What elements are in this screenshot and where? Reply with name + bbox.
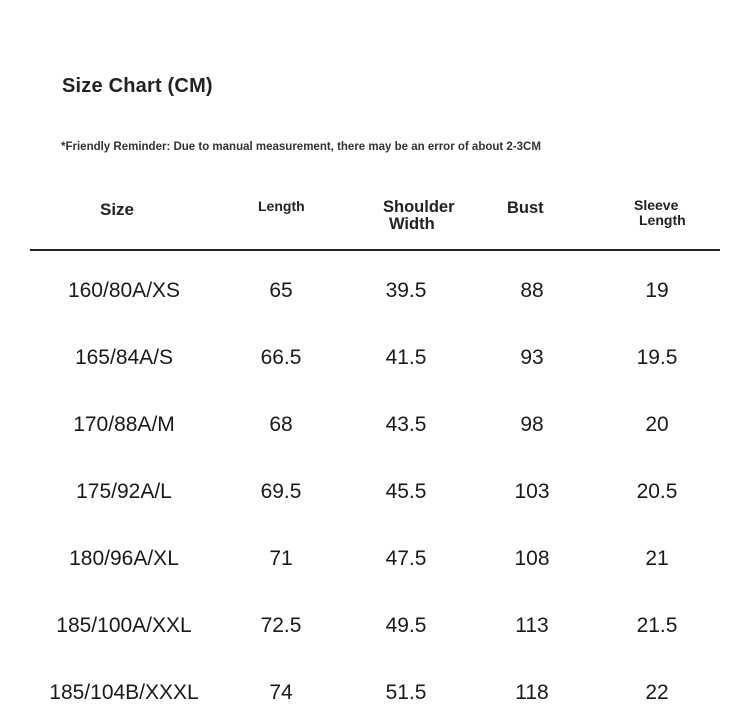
- cell-sleeve-length: 19: [645, 279, 669, 302]
- cell-length: 72.5: [260, 614, 302, 637]
- cell-bust: 113: [515, 614, 549, 637]
- cell-sleeve-length: 20.5: [636, 480, 678, 503]
- header-size: Size: [100, 200, 135, 219]
- cell-sleeve-length: 22: [645, 681, 669, 704]
- header-sleeve-line2: Length: [639, 212, 686, 228]
- cell-shoulder-width: 39.5: [385, 279, 427, 302]
- cell-shoulder-width: 41.5: [385, 346, 427, 369]
- cell-bust: 88: [520, 279, 544, 302]
- cell-bust: 93: [520, 346, 544, 369]
- cell-sleeve-length: 21.5: [636, 614, 678, 637]
- cell-size: 185/104B/XXXL: [49, 681, 199, 704]
- measurement-reminder: *Friendly Reminder: Due to manual measurement, there may be an error of about 2-3CM: [61, 141, 541, 153]
- cell-size: 175/92A/L: [76, 480, 172, 503]
- cell-shoulder-width: 47.5: [385, 547, 427, 570]
- cell-length: 71: [269, 547, 293, 570]
- cell-length: 74: [269, 681, 293, 704]
- cell-sleeve-length: 21: [645, 547, 669, 570]
- cell-bust: 98: [520, 413, 544, 436]
- table-row: [0, 458, 750, 525]
- table-row: [0, 257, 750, 324]
- cell-shoulder-width: 45.5: [385, 480, 427, 503]
- cell-size: 165/84A/S: [74, 346, 174, 369]
- cell-shoulder-width: 49.5: [385, 614, 427, 637]
- cell-bust: 103: [514, 480, 550, 503]
- cell-size: 160/80A/XS: [67, 279, 181, 302]
- table-row: [0, 659, 750, 726]
- header-length: Length: [258, 198, 305, 214]
- cell-size: 180/96A/XL: [69, 547, 179, 570]
- cell-sleeve-length: 20: [645, 413, 669, 436]
- table-row: [0, 324, 750, 391]
- cell-length: 69.5: [260, 480, 302, 503]
- header-shoulder-line2: Width: [389, 215, 435, 233]
- table-row: [0, 592, 750, 659]
- cell-shoulder-width: 43.5: [385, 413, 427, 436]
- header-divider: [30, 249, 720, 251]
- cell-shoulder-width: 51.5: [385, 681, 427, 704]
- header-bust: Bust: [507, 199, 544, 217]
- header-shoulder-width: [383, 199, 455, 233]
- cell-bust: 108: [514, 547, 550, 570]
- table-row: [0, 391, 750, 458]
- size-table-body: [0, 257, 750, 726]
- cell-length: 66.5: [260, 346, 302, 369]
- cell-length: 68: [269, 413, 293, 436]
- header-sleeve-length: [634, 198, 686, 228]
- header-shoulder-line1: Shoulder: [383, 198, 455, 216]
- table-row: [0, 525, 750, 592]
- cell-size: 170/88A/M: [73, 413, 175, 436]
- header-sleeve-line1: Sleeve: [634, 197, 679, 213]
- cell-length: 65: [269, 279, 293, 302]
- cell-sleeve-length: 19.5: [636, 346, 678, 369]
- page-title: Size Chart (CM): [62, 75, 213, 97]
- cell-size: 185/100A/XXL: [56, 614, 192, 637]
- cell-bust: 118: [515, 681, 549, 704]
